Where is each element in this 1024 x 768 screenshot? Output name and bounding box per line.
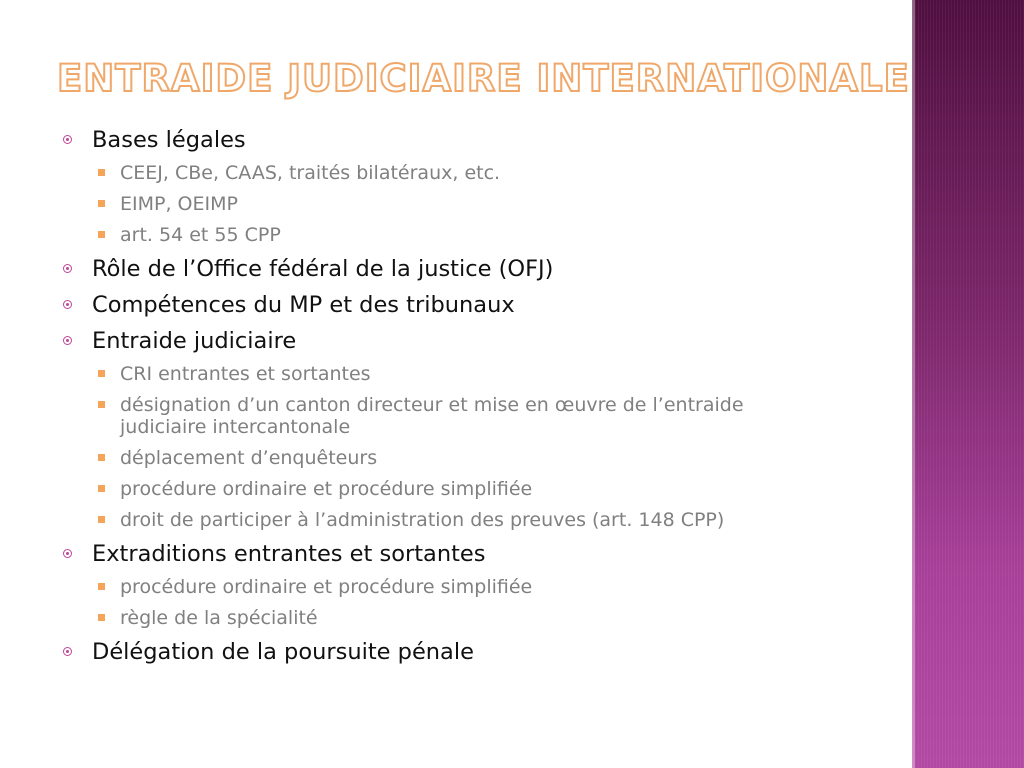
square-bullet-icon — [98, 516, 105, 523]
square-bullet-icon — [98, 370, 105, 377]
slide-title: ENTRAIDE JUDICIAIRE INTERNATIONALE — [57, 57, 910, 100]
square-bullet-icon — [98, 614, 105, 621]
bullet-item-role-ofj — [63, 255, 823, 283]
square-bullet-icon — [98, 231, 105, 238]
circle-bullet-icon — [63, 549, 72, 558]
bullet-text: Entraide judiciaire — [92, 328, 297, 354]
sub-bullet-text: CRI entrantes et sortantes — [120, 363, 371, 385]
square-bullet-icon — [98, 583, 105, 590]
sub-bullet-text: droit de participer à l’administration des preuves (art. 148 CPP) — [120, 509, 725, 531]
bullet-text: Rôle de l’Office fédéral de la justice (OFJ) — [92, 256, 554, 282]
circle-bullet-icon — [63, 135, 72, 144]
decorative-side-band — [912, 0, 1024, 768]
sub-bullet-item — [63, 509, 823, 531]
sub-bullet-text: art. 54 et 55 CPP — [120, 224, 281, 246]
sub-bullet-text: EIMP, OEIMP — [120, 193, 238, 215]
square-bullet-icon — [98, 169, 105, 176]
bullet-item-extraditions — [63, 540, 823, 568]
square-bullet-icon — [98, 454, 105, 461]
sub-bullet-text: désignation d’un canton directeur et mise en œuvre de l’entraide judiciaire intercantonale — [120, 394, 744, 438]
bullet-text: Extraditions entrantes et sortantes — [92, 541, 486, 567]
sub-bullet-text: CEEJ, CBe, CAAS, traités bilatéraux, etc. — [120, 162, 501, 184]
sub-bullet-item — [63, 162, 823, 184]
sub-bullet-item — [63, 193, 823, 215]
square-bullet-icon — [98, 200, 105, 207]
bullet-item-entraide-judiciaire — [63, 327, 823, 355]
circle-bullet-icon — [63, 647, 72, 656]
bullet-item-delegation — [63, 638, 823, 666]
circle-bullet-icon — [63, 336, 72, 345]
sub-bullet-text: procédure ordinaire et procédure simplifiée — [120, 478, 533, 500]
sub-bullet-text: règle de la spécialité — [120, 607, 318, 629]
sub-bullet-item — [63, 447, 823, 469]
bullet-item-competences — [63, 291, 823, 319]
square-bullet-icon — [98, 485, 105, 492]
sub-bullet-item — [63, 607, 823, 629]
bullet-text: Compétences du MP et des tribunaux — [92, 292, 515, 318]
square-bullet-icon — [98, 401, 105, 408]
bullet-item-bases-legales — [63, 126, 823, 154]
sub-bullet-item — [63, 576, 823, 598]
bullet-outline — [63, 126, 823, 674]
circle-bullet-icon — [63, 264, 72, 273]
sub-bullet-item — [63, 394, 823, 438]
sub-bullet-item — [63, 224, 823, 246]
sub-bullet-text: déplacement d’enquêteurs — [120, 447, 378, 469]
circle-bullet-icon — [63, 300, 72, 309]
sub-bullet-item — [63, 478, 823, 500]
sub-bullet-item — [63, 363, 823, 385]
bullet-text: Bases légales — [92, 127, 246, 153]
bullet-text: Délégation de la poursuite pénale — [92, 639, 474, 665]
sub-bullet-text: procédure ordinaire et procédure simplifiée — [120, 576, 533, 598]
